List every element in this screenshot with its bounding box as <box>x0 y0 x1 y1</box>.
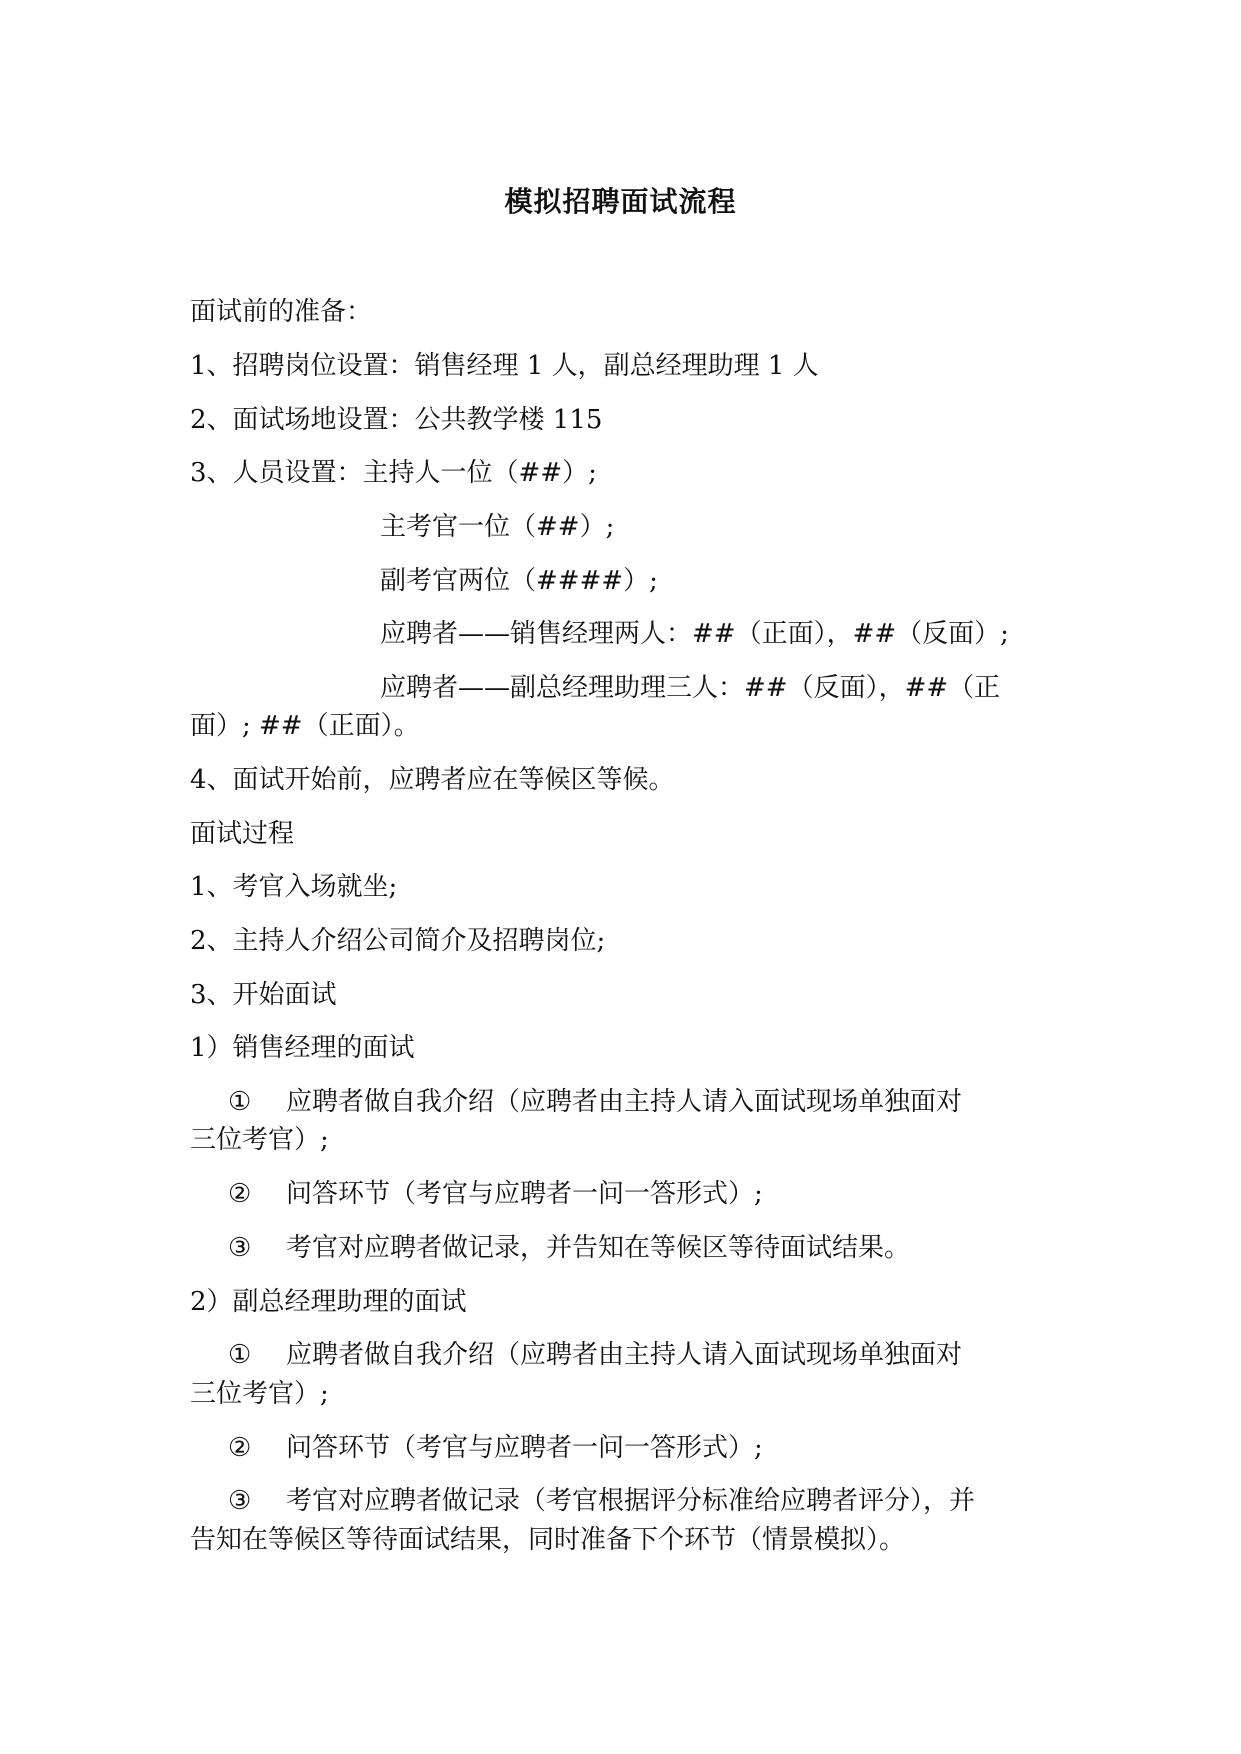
process-step-1: 1、考官入场就坐; <box>190 872 398 902</box>
step-marker: ① <box>228 1087 252 1117</box>
section-heading-process: 面试过程 <box>190 819 295 849</box>
step-marker: ② <box>228 1179 252 1209</box>
assistant-interview-step-2 <box>228 1428 1108 1468</box>
sales-interview-step-1-continued: 三位考官）; <box>190 1125 329 1155</box>
step-text: 应聘者做自我介绍（应聘者由主持人请入面试现场单独面对 <box>286 1340 963 1370</box>
assistant-interview-step-1-continued: 三位考官）; <box>190 1379 329 1409</box>
preparation-item-4: 4、面试开始前，应聘者应在等候区等候。 <box>190 765 675 795</box>
assistant-interview-heading: 2）副总经理助理的面试 <box>190 1287 467 1317</box>
step-text: 应聘者做自我介绍（应聘者由主持人请入面试现场单独面对 <box>286 1087 963 1117</box>
step-marker: ③ <box>228 1486 252 1516</box>
sales-interview-step-3 <box>228 1228 1108 1268</box>
preparation-item-1: 1、招聘岗位设置：销售经理 1 人，副总经理助理 1 人 <box>190 351 819 381</box>
staff-deputy-examiners: 副考官两位（####）; <box>380 566 658 596</box>
section-heading-preparation: 面试前的准备： <box>190 297 373 327</box>
sales-interview-step-2 <box>228 1174 1108 1214</box>
preparation-item-2: 2、面试场地设置：公共教学楼 115 <box>190 405 603 435</box>
step-text: 问答环节（考官与应聘者一问一答形式）; <box>286 1179 763 1209</box>
step-text: 考官对应聘者做记录，并告知在等候区等待面试结果。 <box>286 1233 911 1263</box>
assistant-interview-step-3-continued: 告知在等候区等待面试结果，同时准备下个环节（情景模拟）。 <box>190 1525 906 1555</box>
step-marker: ① <box>228 1340 252 1370</box>
step-text: 考官对应聘者做记录（考官根据评分标准给应聘者评分），并 <box>286 1486 976 1516</box>
preparation-item-3: 3、人员设置：主持人一位（##）; <box>190 458 597 488</box>
process-step-3: 3、开始面试 <box>190 980 337 1010</box>
sales-interview-step-1 <box>228 1082 1108 1122</box>
staff-assistant-candidates: 应聘者——副总经理助理三人：##（反面），##（正 <box>380 673 1001 703</box>
process-step-2: 2、主持人介绍公司简介及招聘岗位; <box>190 926 606 956</box>
assistant-interview-step-1 <box>228 1335 1108 1375</box>
step-text: 问答环节（考官与应聘者一问一答形式）; <box>286 1433 763 1463</box>
staff-chief-examiner: 主考官一位（##）; <box>380 512 615 542</box>
document-title: 模拟招聘面试流程 <box>504 185 737 218</box>
step-marker: ③ <box>228 1233 252 1263</box>
sales-interview-heading: 1）销售经理的面试 <box>190 1033 415 1063</box>
assistant-interview-step-3 <box>228 1481 1108 1521</box>
staff-sales-candidates: 应聘者——销售经理两人：##（正面），##（反面）; <box>380 619 1009 649</box>
step-marker: ② <box>228 1433 252 1463</box>
staff-assistant-candidates-continued: 面）; ##（正面）。 <box>190 711 420 741</box>
